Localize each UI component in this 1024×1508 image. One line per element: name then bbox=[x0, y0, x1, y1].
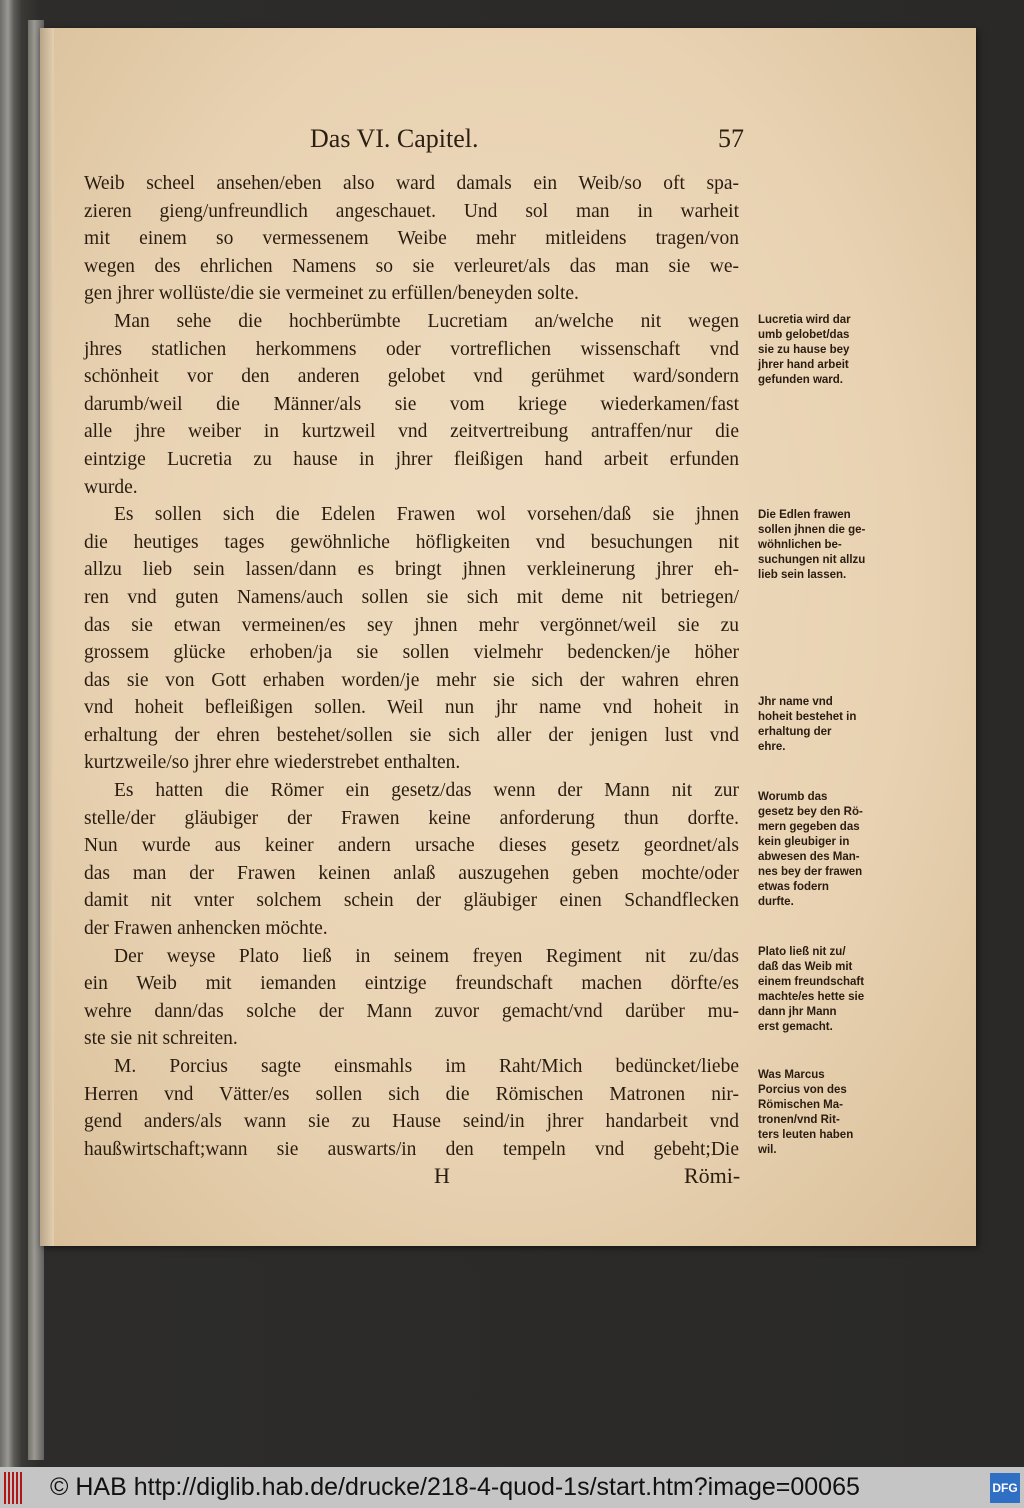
text-line: der Frawen anhencken möchte. bbox=[84, 918, 328, 940]
hab-logo-icon[interactable] bbox=[4, 1472, 24, 1504]
text-line: Herren vnd Vätter/es sollen sich die Römischen Matronen nir- bbox=[84, 1083, 739, 1105]
text-line: schönheit vor den anderen gelobet vnd gerühmet ward/sondern bbox=[84, 366, 739, 388]
page-gutter bbox=[40, 28, 54, 1246]
margin-note-line: Lucretia wird dar bbox=[758, 314, 851, 326]
margin-note-line: kein gleubiger in bbox=[758, 836, 850, 848]
text-line: alle jhre weiber in kurtzweil vnd zeitvertreibung antraffen/nur die bbox=[84, 421, 739, 443]
text-line: haußwirtschaft;wann sie auswarts/in den tempeln vnd gebeht;Die bbox=[84, 1138, 739, 1160]
margin-note bbox=[758, 508, 903, 583]
margin-note-line: ehre. bbox=[758, 741, 786, 753]
text-line: grossem glücke erhoben/ja sie sollen vielmehr bedencken/je höher bbox=[84, 642, 739, 664]
text-line: die heutiges tages gewöhnliche höfligkeiten vnd besuchungen nit bbox=[84, 531, 739, 553]
text-line: wehre dann/das solche der Mann zuvor gemacht/vnd darüber mu- bbox=[84, 1000, 739, 1022]
text-line: Der weyse Plato ließ in seinem freyen Regiment nit zu/das bbox=[114, 945, 739, 967]
margin-note-line: Plato ließ nit zu/ bbox=[758, 946, 846, 958]
running-head: Das VI. Capitel. bbox=[310, 124, 479, 153]
text-line: Man sehe die hochberümbte Lucretiam an/welche nit wegen bbox=[114, 310, 739, 332]
text-line: eintzige Lucretia zu hause in jhrer fleißigen hand arbeit erfunden bbox=[84, 448, 739, 470]
text-line: mit einem so vermessenem Weibe mehr mitleidens tragen/von bbox=[84, 228, 739, 250]
margin-note-line: erst gemacht. bbox=[758, 1021, 833, 1033]
text-line: jhres statlichen herkommens oder vortreflichen wissenschaft vnd bbox=[84, 338, 739, 360]
text-line: wurde. bbox=[84, 476, 138, 498]
margin-note-line: Die Edlen frawen bbox=[758, 509, 851, 521]
text-line: damit nit vnter solchem schein der gläubiger einen Schandflecken bbox=[84, 890, 739, 912]
margin-note-line: Porcius von des bbox=[758, 1084, 847, 1096]
text-line: allzu lieb sein lassen/dann es bringt jhnen verkleinerung jhrer eh- bbox=[84, 559, 739, 581]
margin-note-line: wil. bbox=[758, 1144, 777, 1156]
text-line: gend anders/als wann sie zu Hause seind/in jhrer handarbeit vnd bbox=[84, 1111, 739, 1133]
margin-note bbox=[758, 790, 903, 910]
margin-note-line: ters leuten haben bbox=[758, 1129, 854, 1141]
text-line: vnd hoheit befleißigen sollen. Weil nun jhr name vnd hoheit in bbox=[84, 697, 739, 719]
page-number: 57 bbox=[718, 124, 744, 153]
margin-note-line: hoheit bestehet in bbox=[758, 711, 857, 723]
margin-note-line: einem freundschaft bbox=[758, 976, 865, 988]
text-line: kurtzweile/so jhrer ehre wiederstrebet enthalten. bbox=[84, 752, 461, 774]
margin-note-line: machte/es hette sie bbox=[758, 991, 865, 1003]
margin-note-line: mern gegeben das bbox=[758, 821, 860, 833]
margin-note-line: sie zu hause bey bbox=[758, 344, 850, 356]
text-line: Es sollen sich die Edelen Frawen wol vorsehen/daß sie jhnen bbox=[114, 504, 739, 526]
margin-note-line: wöhnlichen be- bbox=[758, 539, 842, 551]
margin-note-line: durfte. bbox=[758, 896, 794, 908]
margin-note bbox=[758, 945, 903, 1035]
margin-note-line: erhaltung der bbox=[758, 726, 832, 738]
margin-note-line: jhrer hand arbeit bbox=[758, 359, 849, 371]
margin-note-line: Worumb das bbox=[758, 791, 828, 803]
margin-note-line: lieb sein lassen. bbox=[758, 569, 847, 581]
margin-note-line: Jhr name vnd bbox=[758, 696, 833, 708]
margin-note-line: daß das Weib mit bbox=[758, 961, 853, 973]
text-line: gen jhrer wollüste/die sie vermeinet zu erfüllen/beneyden solte. bbox=[84, 283, 579, 305]
margin-note-line: dann jhr Mann bbox=[758, 1006, 837, 1018]
text-line: das sie etwan vermeinen/es sey jhnen mehr vergönnet/weil sie zu bbox=[84, 614, 739, 636]
text-line: zieren gieng/unfreundlich angeschauet. Und sol man in warheit bbox=[84, 200, 739, 222]
margin-note-line: umb gelobet/das bbox=[758, 329, 850, 341]
main-text bbox=[84, 170, 739, 1163]
text-line: stelle/der gläubiger der Frawen keine anforderung thun dorfte. bbox=[84, 807, 739, 829]
dfg-logo-icon[interactable]: DFG bbox=[990, 1473, 1020, 1503]
margin-note-line: Was Marcus bbox=[758, 1069, 825, 1081]
margin-note bbox=[758, 695, 903, 755]
text-line: das man der Frawen keinen anlaß auszugehen geben mochte/oder bbox=[84, 862, 739, 884]
footer-bar bbox=[0, 1467, 1024, 1508]
text-line: ste sie nit schreiten. bbox=[84, 1028, 238, 1050]
margin-note bbox=[758, 1068, 903, 1158]
text-line: erhaltung der ehren bestehet/sollen sie sich aller der jenigen lust vnd bbox=[84, 724, 739, 746]
margin-note-line: etwas fodern bbox=[758, 881, 829, 893]
margin-note-line: suchungen nit allzu bbox=[758, 554, 866, 566]
margin-note-line: abwesen des Man- bbox=[758, 851, 860, 863]
catchword: Römi- bbox=[684, 1163, 741, 1188]
text-line: ein Weib mit iemanden eintzige freundschaft machen dörfte/es bbox=[84, 973, 739, 995]
text-line: Weib scheel ansehen/eben also ward damals ein Weib/so oft spa- bbox=[84, 173, 739, 194]
text-line: Es hatten die Römer ein gesetz/das wenn der Mann nit zur bbox=[114, 780, 739, 802]
footer-link[interactable]: © HAB http://diglib.hab.de/drucke/218-4-quod-1s/start.htm?image=00065 bbox=[50, 1473, 860, 1501]
text-line: das sie von Gott erhaben worden/je mehr sie sich der wahren ehren bbox=[84, 669, 739, 691]
margin-note-line: sollen jhnen die ge- bbox=[758, 524, 866, 536]
margin-note-line: tronen/vnd Rit- bbox=[758, 1114, 840, 1126]
text-line: ren vnd guten Namens/auch sollen sie sich mit deme nit betriegen/ bbox=[84, 586, 739, 608]
margin-note-line: nes bey der frawen bbox=[758, 866, 863, 878]
signature-mark: H bbox=[434, 1163, 450, 1188]
text-line: Nun wurde aus keiner andern ursache dieses gesetz geordnet/als bbox=[84, 835, 739, 857]
text-line: wegen des ehrlichen Namens so sie verleuret/als das man sie we- bbox=[84, 255, 739, 277]
text-line: darumb/weil die Männer/als sie vom kriege wiederkamen/fast bbox=[84, 393, 739, 415]
text-line: M. Porcius sagte einsmahls im Raht/Mich bedüncket/liebe bbox=[114, 1056, 739, 1077]
margin-note-line: Römischen Ma- bbox=[758, 1099, 843, 1111]
margin-note-line: gefunden ward. bbox=[758, 374, 843, 386]
margin-note-line: gesetz bey den Rö- bbox=[758, 806, 863, 818]
margin-note bbox=[758, 313, 903, 388]
